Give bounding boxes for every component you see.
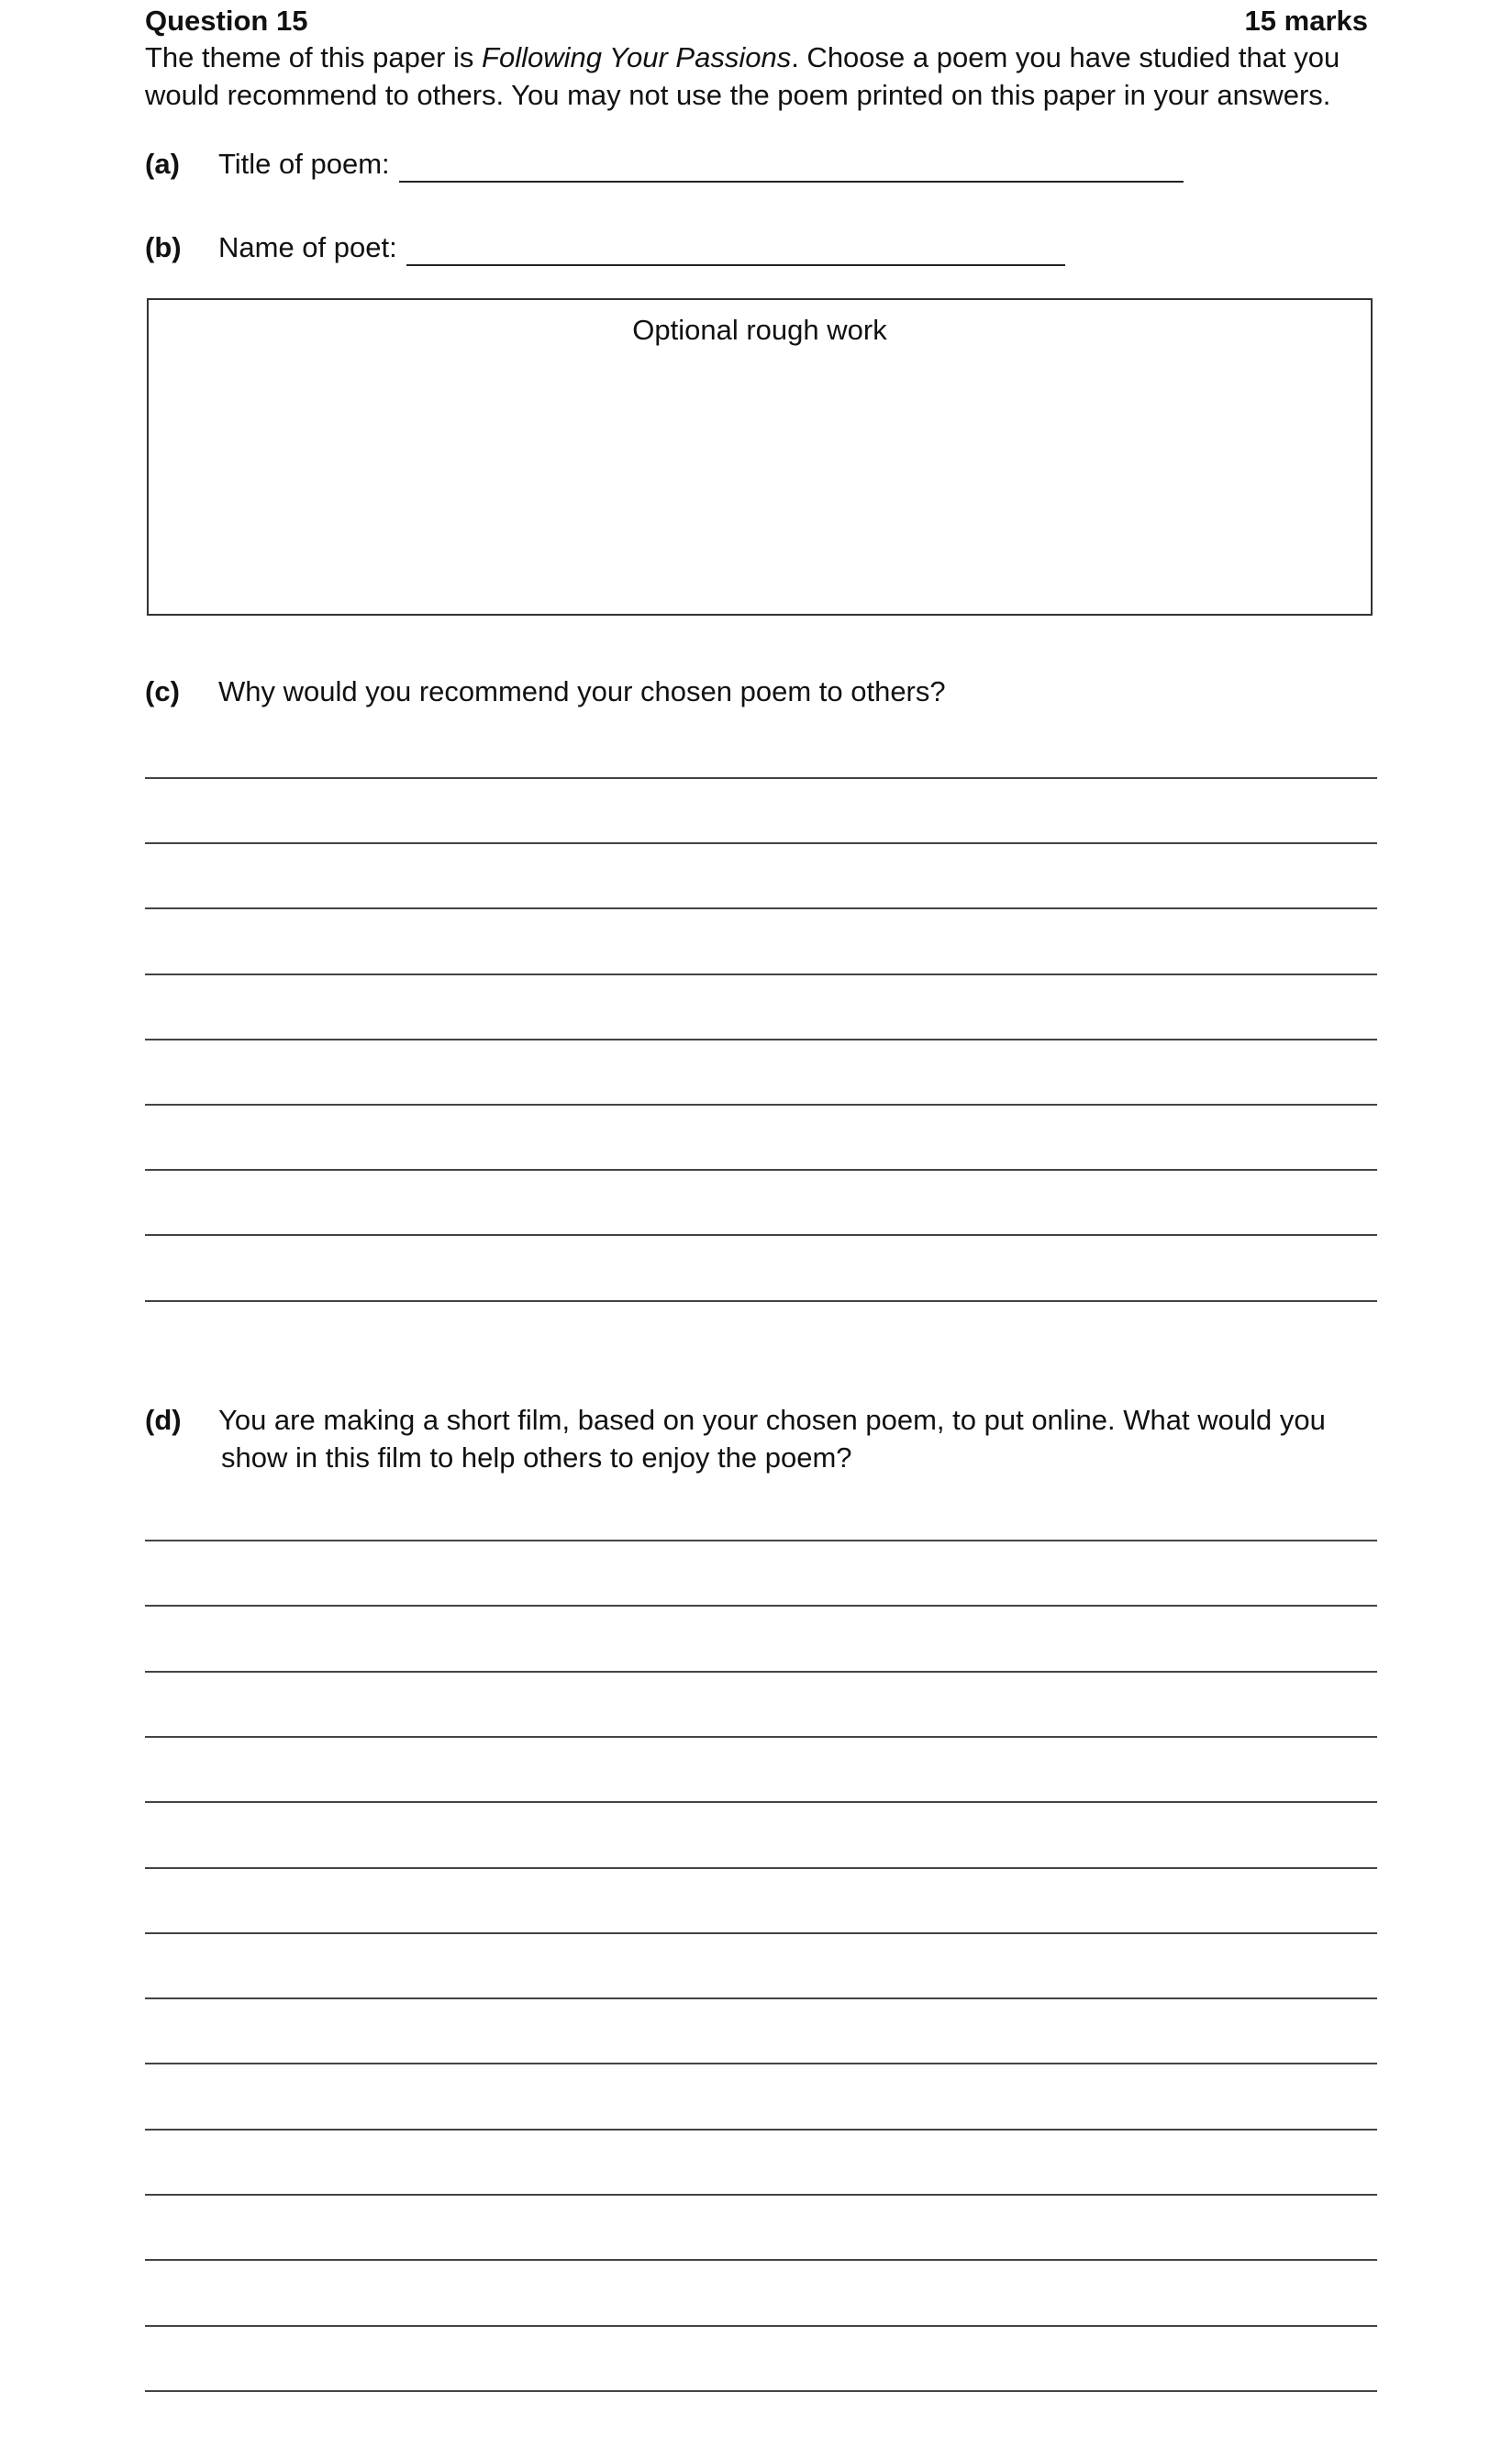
part-d-answer-line[interactable] xyxy=(145,1867,1377,1869)
intro-theme: Following Your Passions xyxy=(482,41,792,73)
part-d-question-line-2: show in this film to help others to enjoy the poem? xyxy=(221,1441,852,1474)
intro-line-1 xyxy=(145,39,1340,76)
part-b-letter: (b) xyxy=(145,231,182,263)
part-d-answer-line[interactable] xyxy=(145,1671,1377,1673)
part-d-answer-line[interactable] xyxy=(145,1801,1377,1803)
part-d-answer-line[interactable] xyxy=(145,1540,1377,1541)
part-c-answer-line[interactable] xyxy=(145,1039,1377,1040)
part-c-answer-line[interactable] xyxy=(145,1234,1377,1236)
part-b-label: Name of poet: xyxy=(218,231,397,263)
part-c-answer-line[interactable] xyxy=(145,1300,1377,1302)
part-c-answer-line[interactable] xyxy=(145,974,1377,975)
part-d-question-line-1: You are making a short film, based on your chosen poem, to put online. What would you xyxy=(218,1404,1326,1436)
part-c-letter: (c) xyxy=(145,675,180,707)
part-d-answer-line[interactable] xyxy=(145,2325,1377,2327)
part-d-answer-line[interactable] xyxy=(145,2129,1377,2131)
part-d-answer-line[interactable] xyxy=(145,2063,1377,2064)
part-a-letter: (a) xyxy=(145,148,180,180)
intro-line-2: would recommend to others. You may not use the poem printed on this paper in your answers. xyxy=(145,79,1331,111)
part-d-answer-line[interactable] xyxy=(145,1605,1377,1607)
part-d-answer-line[interactable] xyxy=(145,1736,1377,1738)
part-d-answer-line[interactable] xyxy=(145,2259,1377,2261)
intro-text-pre: The theme of this paper is xyxy=(145,41,483,73)
part-c-answer-line[interactable] xyxy=(145,777,1377,779)
part-d-answer-line[interactable] xyxy=(145,1997,1377,1999)
intro-text-post: . Choose a poem you have studied that you xyxy=(791,41,1340,73)
part-d-answer-line[interactable] xyxy=(145,2194,1377,2196)
part-a-label: Title of poem: xyxy=(218,148,390,180)
part-d-answer-line[interactable] xyxy=(145,1932,1377,1934)
part-c-answer-line[interactable] xyxy=(145,1104,1377,1106)
part-c-answer-line[interactable] xyxy=(145,907,1377,909)
poet-name-field[interactable] xyxy=(406,264,1065,266)
part-d-answer-line[interactable] xyxy=(145,2390,1377,2392)
rough-work-box[interactable] xyxy=(147,298,1373,616)
part-d-letter: (d) xyxy=(145,1404,182,1436)
part-c-answer-line[interactable] xyxy=(145,1169,1377,1171)
part-c-question: Why would you recommend your chosen poem to others? xyxy=(218,675,946,707)
rough-work-label: Optional rough work xyxy=(632,314,887,346)
part-c-answer-line[interactable] xyxy=(145,842,1377,844)
question-title: Question 15 xyxy=(145,5,308,37)
question-marks: 15 marks xyxy=(1244,5,1368,37)
poem-title-field[interactable] xyxy=(399,181,1184,183)
